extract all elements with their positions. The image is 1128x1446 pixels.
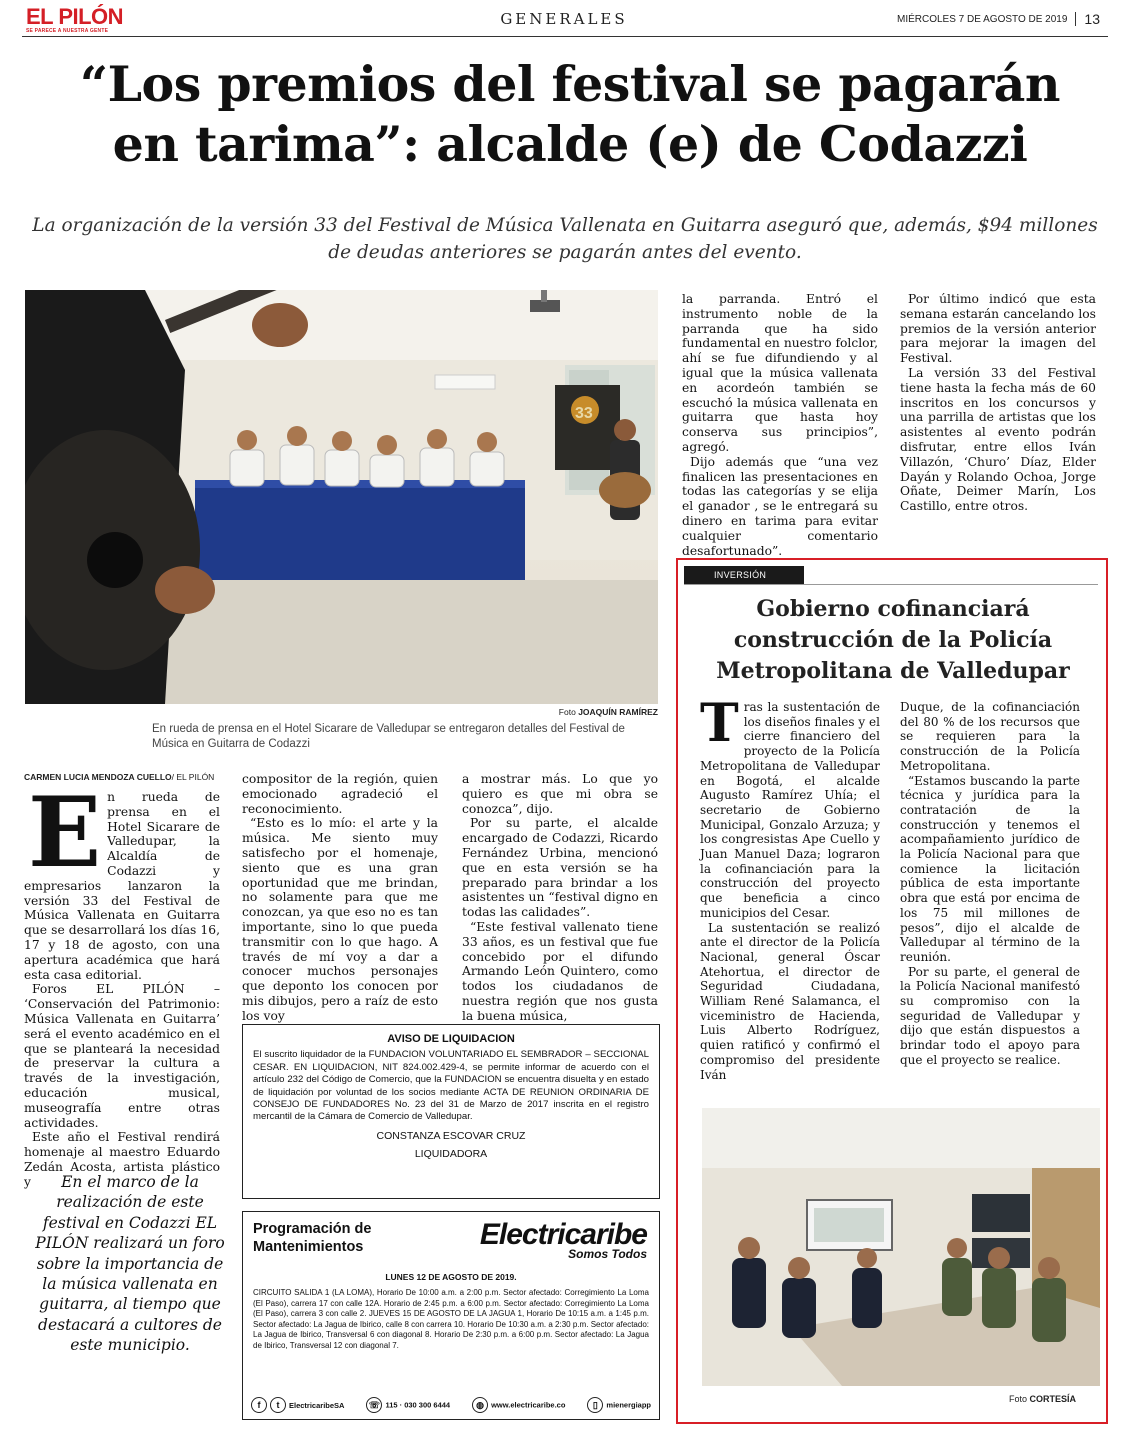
photo-credit-label: Foto [558,707,576,717]
photo-credit-name: JOAQUÍN RAMÍREZ [578,707,658,717]
brand-logo: Electricaribe [479,1218,647,1251]
logo: EL PILÓN [26,4,124,29]
sidebar-rule [684,584,1098,585]
sidebar-column-2 [900,700,1080,1068]
ad-social: f t ElectricaribeSA [251,1397,344,1413]
sidebar-paragraph: “Estamos buscando la parte técnica y jurídica para la contratación de la construcción y tenemos el acompañamiento jurídico de la Policía Nacional para que comience la licitación pública de esta importante obra que está por encima de los 75 mil millones de pesos”, dijo el alcalde de Valledupar al término de la reunión. [900,773,1080,964]
header-date-page [897,12,1100,26]
article-paragraph: En rueda de prensa en el Hotel Sicarare de Valledupar, la Alcaldía de Codazzi y empresarios lanzaron la versión 33 del Festival de Música Vallenata en Guitarra que se desarrollará los días 16, 17 y 18 de agosto, con una apertura académica que hará esta casa editorial. [24,776,220,982]
sidebar-headline: Gobierno cofinanciará construcción de la Policía Metropolitana de Valledupar [716,596,1070,684]
dropcap: E [28,776,102,889]
credit-name: CORTESÍA [1029,1394,1076,1404]
byline-outlet: / EL PILÓN [171,772,215,782]
brand-slogan: Somos Todos [568,1247,647,1261]
phone-icon: ☏ [366,1397,382,1413]
article-column-2 [242,772,438,1024]
sidebar-paragraph: La sustentación se realizó ante el director de la Policía Nacional, general Óscar Atehortua, el director de Seguridad Ciudadana, William René Salamanca, el viceministro de Hacienda, Luis Alberto Rodríguez, quien ratificó y confirmó el compromiso del presidente Iván [700,920,880,1082]
headline: “Los premios del festival se pagarán en tarima”: alcalde (e) de Codazzi [79,55,1061,173]
article-paragraph: compositor de la región, quien emocionado agradeció el reconocimiento. [242,772,438,816]
article-paragraph: Este año el Festival rendirá homenaje al maestro Eduardo Zedán Acosta, artista plástico y [24,1130,220,1189]
sidebar-column-1 [700,693,880,1082]
sidebar-paragraph: Por su parte, el general de la Policía Nacional manifestó su compromiso con la seguridad de Valledupar y dijo que están dispuestos a brindar todo el apoyo para que el proyecto se realice. [900,964,1080,1067]
article-paragraph: Por su parte, el alcalde encargado de Codazzi, Ricardo Fernández Urbina, mencionó que en esta versión se ha preparado para brindar a los asistentes un “festival digno en todas las calidades”. [462,816,658,920]
ad-title: Programación de Mantenimientos [253,1221,372,1255]
article-column-5 [900,292,1096,514]
article-paragraph: “Esto es lo mío: el arte y la música. Me siento muy satisfecho por el homenaje, siento que es una gran oportunidad que me brindan, no solamente para que me conozcan, ya que eso no es tan importante, sino lo que pueda transmitir con lo que hago. A través de mí voy a dar a conocer muchos personajes que deponto los conocen por mis dibujos, pero a raíz de esto los voy [242,816,438,1023]
ad-web: ◍ www.electricaribe.co [472,1397,565,1413]
mobile-app-icon: ▯ [587,1397,603,1413]
sidebar-dropcap: T [700,693,739,754]
pull-quote: En el marco de la realización de este festival en Codazzi EL PILÓN realizará un foro sobre la importancia de la música vallenata en guitarra, al tiempo que destacará a cultores de este municipio. [35,1173,225,1355]
facebook-icon: f [251,1397,267,1413]
press-conference-photo [25,290,658,704]
globe-icon: ◍ [472,1397,488,1413]
ad-footer [251,1397,651,1413]
notice-signer: CONSTANZA ESCOVAR CRUZ [376,1129,526,1142]
ad-app: ▯ mienergiapp [587,1397,651,1413]
article-paragraph: La versión 33 del Festival tiene hasta la fecha más de 60 inscritos en los concursos y una parrilla de artistas que los asistentes al evento podrán disfrutar, entre ellos Iván Villazón, ‘Churo’ Díaz, Elder Dayán y Rolando Ochoa, Jorge Oñate, Deimer Marín, Los Castillo, entre otros. [900,365,1096,514]
press-conference-illustration [25,290,658,704]
meeting-illustration [702,1108,1100,1386]
notice-text: El suscrito liquidador de la FUNDACION VOLUNTARIADO EL SEMBRADOR – SECCIONAL CESAR. EN LIQUIDACION, NIT 824.002.429-4, se permite informar de acuerdo con el artículo 232 del Código de Comercio, que la FUNDACION se encuentra disuelta y en estado de liquidación por voluntad de los socios mediante ACTA DE REUNION ORDINARIA DE CONSEJO DE FUNDADORES No. 23 del 31 de Marzo de 2017 inscrita en el registro mercantil de la Cámara de Comercio de Valledupar. [253,1049,649,1123]
article-column-3 [462,772,658,1024]
notice-role: LIQUIDADORA [414,1148,488,1161]
article-paragraph: Por último indicó que esta semana estarán cancelando los premios de la versión anterior para mejorar la imagen del Festival. [900,292,1096,366]
article-paragraph: Foros EL PILÓN – ‘Conservación del Patrimonio: Música Vallenata en Guitarra’ será el evento académico en el que se planteará la necesidad de preservar la cultura a través de la investigación, educación musical, museografía entre otras actividades. [24,982,220,1130]
issue-date: MIÉRCOLES 7 DE AGOSTO DE 2019 [896,13,1068,25]
ad-brand [480,1220,647,1261]
meeting-photo-credit [1009,1394,1076,1404]
poster-number: 33 [575,405,593,422]
credit-label: Foto [1008,1394,1027,1404]
section-tag: INVERSIÓN [684,566,804,584]
header-rule [22,36,1108,37]
photo-credit [25,707,658,717]
deck: La organización de la versión 33 del Festival de Música Vallenata en Guitarra aseguró que, además, $94 millones de deudas anteriores se pagarán antes del evento. [32,215,1098,263]
article-paragraph: “Este festival vallenato tiene 33 años, es un festival que fue concebido por el difundo Armando León Quintero, como todos los ciudadanos de nuestra región que nos gusta la buena música, [462,919,658,1023]
article-column-4 [682,292,878,558]
twitter-icon: t [270,1397,286,1413]
notice-title: AVISO DE LIQUIDACION [387,1033,515,1045]
page-number: 13 [1075,12,1100,26]
sidebar-paragraph: Tras la sustentación de los diseños finales y el cierre financiero del proyecto de la Policía Metropolitana de Valledupar en Bogotá, el alcalde Augusto Ramírez Uhía; el secretario de Gobierno Municipal, Gonzalo Arzuza; y los congresistas Ape Cuello y Juan Manuel Daza; lograron la cofinanciación para la construcción del proyecto que beneficia a cinco municipios del Cesar. [700,693,880,920]
inversion-sidebar [676,558,1108,1424]
electricaribe-ad [242,1211,660,1420]
liquidation-notice [242,1024,660,1199]
photo-caption: En rueda de prensa en el Hotel Sicarare de Valledupar se entregaron detalles del Festival de Música en Guitarra de Codazzi [152,723,625,750]
ad-phone: ☏ 115 · 030 300 6444 [366,1397,450,1413]
byline-name: CARMEN LUCIA MENDOZA CUELLO [24,772,172,782]
article-paragraph: a mostrar más. Lo que yo quiero es que mi obra se conozca”, dijo. [462,772,658,816]
meeting-photo [702,1108,1100,1386]
section-name: GENERALES [500,10,628,28]
logo-tagline: SE PARECE A NUESTRA GENTE [26,28,109,34]
article-paragraph: Dijo además que “una vez finalicen las presentaciones en todas las categorías y se elija el ganador , se le entregará su dinero en tarima para evitar cualquier comentario desafortunado”. [682,454,878,558]
ad-schedule: CIRCUITO SALIDA 1 (LA LOMA), Horario De 10:00 a.m. a 2:00 p.m. Sector afectado: Corregimiento La Loma (El Paso), carrera 17 con calle 12A. Horario de 2:45 p.m. a 6:00 p.m. Sector afectado: Corregimiento La Loma (El Paso), carrera 3 con calle 2. JUEVES 15 DE AGOSTO DE LA JAGUA 1, Horario De 10:15 a.m. a 1:45 p.m. Sector afectado: La Jagua de Ibirico, calle 8 con carrera 10. Horario De 10:30 a.m. a 2:30 p.m. Sector afectado: La Jagua de Ibirico, Transversal 6 con diagonal 8. Horario De 2:30 p.m. a 6:00 p.m. Sector afectado: La Jagua de Ibirico, Transversal 12 con diagonal 7. [253,1288,649,1350]
sidebar-paragraph: Duque, de la cofinanciación del 80 % de los recursos que se requieren para la construcción de la Policía Metropolitana. [900,700,1080,773]
ad-date: LUNES 12 DE AGOSTO DE 2019. [385,1272,517,1282]
article-paragraph: la parranda. Entró el instrumento noble de la parranda que ha sido fundamental en nuestro folclor, ahí se fue difundiendo y al igual que la música vallenata en acordeón también se escuchó la música vallenata en guitarra que hasta hoy conserva sus principios”, agregó. [682,292,878,454]
